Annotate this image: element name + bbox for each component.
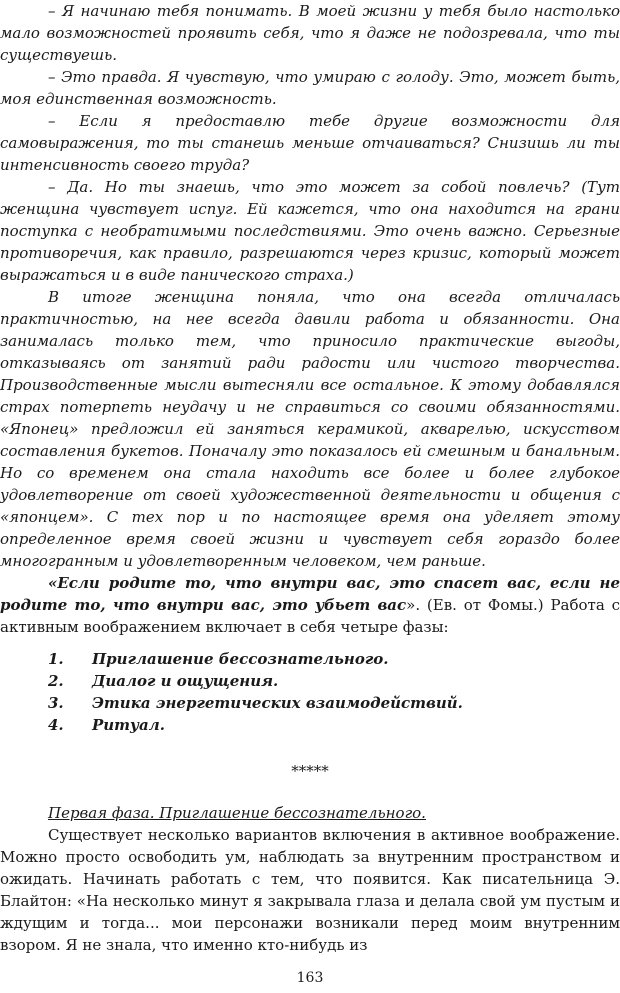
paragraph-dialogue-3: – Если я предоставлю тебе другие возможности для самовыражения, то ты станешь меньше отчаиваться? Снизишь ли ты интенсивность своего труда? [0,112,620,174]
quote-continuation: ». (Ев. от Фомы.) Работа с активным воображением включает в себя четыре фазы: [0,596,620,636]
section-heading: Первая фаза. Приглашение бессознательного. [48,804,426,822]
section-separator: ***** [291,762,329,780]
list-item-label: Приглашение бессознательного. [92,650,389,668]
paragraph-conclusion: В итоге женщина поняла, что она всегда отличалась практичностью, на нее всегда давили работа и обязанности. Она занималась только тем, что приносило практические выгоды, отказываясь от занятий ради радости или чистого творчества. Производственные мысли вытесняли все остальное. К этому добавлялся страх потерпеть неудачу и не справиться со своими обязанностями. «Японец» предложил ей заняться керамикой, акварелью, искусством составления букетов. Поначалу это показалось ей смешным и банальным. Но со временем она стала находить все более и более глубокое удовлетворение от своей художественной деятельности и общения с «японцем». С тех пор и по настоящее время она уделяет этому определенное время своей жизни и чувствует себя гораздо более многогранным и удовлетворенным человеком, чем раньше. [0,288,620,570]
list-item [0,692,620,714]
list-item-number: 2. [48,672,64,690]
list-item-number: 1. [48,650,64,668]
list-item [0,670,620,692]
list-item-number: 4. [48,716,64,734]
list-item-label: Диалог и ощущения. [92,672,279,690]
list-item-label: Ритуал. [92,716,165,734]
gospel-quote: «Если родите то, что внутри вас, это спасет вас, если не родите то, что внутри вас, это убьет вас [0,574,620,614]
list-item [0,714,620,736]
paragraph-first-phase: Существует несколько вариантов включения в активное воображение. Можно просто освободить ум, наблюдать за внутренним пространством и ожидать. Начинать работать с тем, что появится. Как писательница Э. Блайтон: «На несколько минут я закрывала глаза и делала свой ум пустым и ждущим и тогда... мои персонажи возникали перед моим внутренним взором. Я не знала, что именно кто-нибудь из [0,826,620,954]
list-item-label: Этика энергетических взаимодействий. [92,694,463,712]
paragraph-dialogue-4: – Да. Но ты знаешь, что это может за собой повлечь? (Тут женщина чувствует испуг. Ей кажется, что она находится на грани поступка с необратимыми последствиями. Это очень важно. Серьезные противоречия, как правило, разрешаются через кризис, который может выражаться и в виде панического страха.) [0,178,620,284]
paragraph-dialogue-1: – Я начинаю тебя понимать. В моей жизни у тебя было настолько мало возможностей проявить себя, что я даже не подозревала, что ты существуешь. [0,2,620,64]
list-item-number: 3. [48,694,64,712]
paragraph-quote [0,572,620,638]
phases-list [0,648,620,736]
page-number: 163 [296,970,324,986]
paragraph-dialogue-2: – Это правда. Я чувствую, что умираю с голоду. Это, может быть, моя единственная возможность. [0,68,620,108]
list-item [0,648,620,670]
